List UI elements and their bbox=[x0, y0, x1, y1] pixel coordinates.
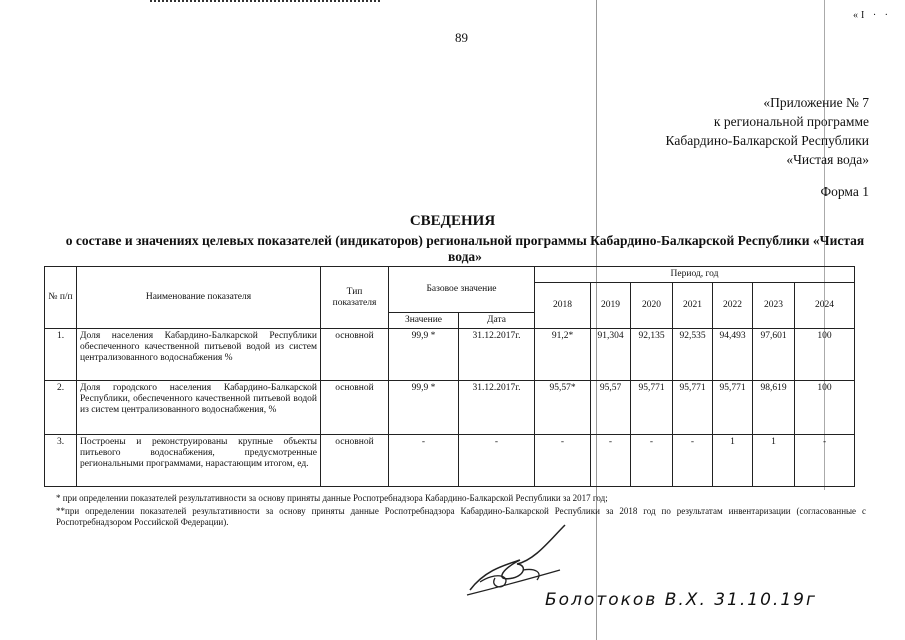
handwritten-note: Болотоков В.Х. 31.10.19г bbox=[545, 590, 817, 610]
row-year-2021: 95,771 bbox=[673, 381, 713, 435]
header-year-2024: 2024 bbox=[795, 283, 855, 329]
row-num: 2. bbox=[45, 381, 77, 435]
document-subtitle: о составе и значениях целевых показателей (индикаторов) региональной программы Кабардино-Балкарской Республики «Чистая вода» bbox=[65, 233, 865, 264]
row-num: 1. bbox=[45, 329, 77, 381]
row-value: 99,9 * bbox=[389, 381, 459, 435]
row-num: 3. bbox=[45, 435, 77, 487]
row-year-2023: 98,619 bbox=[753, 381, 795, 435]
row-date: 31.12.2017г. bbox=[459, 329, 535, 381]
header-year-2023: 2023 bbox=[753, 283, 795, 329]
header-base: Базовое значение bbox=[389, 267, 535, 313]
table-row bbox=[45, 329, 855, 381]
header-num: № п/п bbox=[45, 267, 77, 329]
header-year-2022: 2022 bbox=[713, 283, 753, 329]
row-year-2019: 95,57 bbox=[591, 381, 631, 435]
header-year-2020: 2020 bbox=[631, 283, 673, 329]
row-year-2018: 91,2* bbox=[535, 329, 591, 381]
row-year-2023: 1 bbox=[753, 435, 795, 487]
row-year-2019: - bbox=[591, 435, 631, 487]
row-year-2024: - bbox=[795, 435, 855, 487]
header-name: Наименование показателя bbox=[77, 267, 321, 329]
row-type: основной bbox=[321, 381, 389, 435]
row-value: - bbox=[389, 435, 459, 487]
document-title: СВЕДЕНИЯ bbox=[409, 213, 496, 229]
header-base-value: Значение bbox=[389, 313, 459, 329]
header-type: Тип показателя bbox=[321, 267, 389, 329]
header-period: Период, год bbox=[535, 267, 855, 283]
row-year-2018: - bbox=[535, 435, 591, 487]
row-year-2024: 100 bbox=[795, 329, 855, 381]
table-row bbox=[45, 381, 855, 435]
row-year-2022: 95,771 bbox=[713, 381, 753, 435]
appendix-line-3: Кабардино-Балкарской Республики bbox=[665, 133, 869, 148]
header-year-2018: 2018 bbox=[535, 283, 591, 329]
signature-icon bbox=[465, 520, 575, 600]
row-year-2020: 95,771 bbox=[631, 381, 673, 435]
page-number: 89 bbox=[455, 30, 468, 45]
row-year-2018: 95,57* bbox=[535, 381, 591, 435]
row-year-2022: 1 bbox=[713, 435, 753, 487]
appendix-header bbox=[666, 93, 869, 169]
header-base-date: Дата bbox=[459, 313, 535, 329]
appendix-line-1: «Приложение № 7 bbox=[763, 95, 869, 110]
row-year-2023: 97,601 bbox=[753, 329, 795, 381]
header-year-2019: 2019 bbox=[591, 283, 631, 329]
scan-mark: «I · · bbox=[853, 10, 891, 21]
indicators-table bbox=[44, 266, 855, 487]
row-name: Построены и реконструированы крупные объекты питьевого водоснабжения, предусмотренные региональными программами, нарастающим итогом, ед. bbox=[77, 435, 321, 487]
row-name: Доля городского населения Кабардино-Балкарской Республики, обеспеченного качественной питьевой водой из систем централизованного водоснабжения, % bbox=[77, 381, 321, 435]
header-year-2021: 2021 bbox=[673, 283, 713, 329]
footnote-1: * при определении показателей результативности за основу приняты данные Роспотребнадзора Кабардино-Балкарской Республики за 2017 год; bbox=[56, 493, 608, 503]
table-row bbox=[45, 435, 855, 487]
footnotes bbox=[56, 493, 866, 530]
row-type: основной bbox=[321, 435, 389, 487]
row-year-2020: - bbox=[631, 435, 673, 487]
row-year-2020: 92,135 bbox=[631, 329, 673, 381]
row-year-2019: 91,304 bbox=[591, 329, 631, 381]
row-year-2021: - bbox=[673, 435, 713, 487]
footnote-2: **при определении показателей результативности за основу приняты данные Роспотребнадзора Кабардино-Балкарской Республики за 2018 год по результатам инвентаризации (согласованные с Роспотребнадзором Российской Федерации). bbox=[56, 506, 866, 527]
row-date: 31.12.2017г. bbox=[459, 381, 535, 435]
form-label: Форма 1 bbox=[820, 184, 869, 199]
row-date: - bbox=[459, 435, 535, 487]
row-year-2024: 100 bbox=[795, 381, 855, 435]
row-value: 99,9 * bbox=[389, 329, 459, 381]
row-year-2021: 92,535 bbox=[673, 329, 713, 381]
row-name: Доля населения Кабардино-Балкарской Республики обеспеченного качественной питьевой водой из систем централизованного водоснабжения % bbox=[77, 329, 321, 381]
scan-artifact-top-line bbox=[150, 0, 380, 2]
appendix-line-4: «Чистая вода» bbox=[786, 152, 869, 167]
row-type: основной bbox=[321, 329, 389, 381]
row-year-2022: 94,493 bbox=[713, 329, 753, 381]
appendix-line-2: к региональной программе bbox=[713, 114, 869, 129]
